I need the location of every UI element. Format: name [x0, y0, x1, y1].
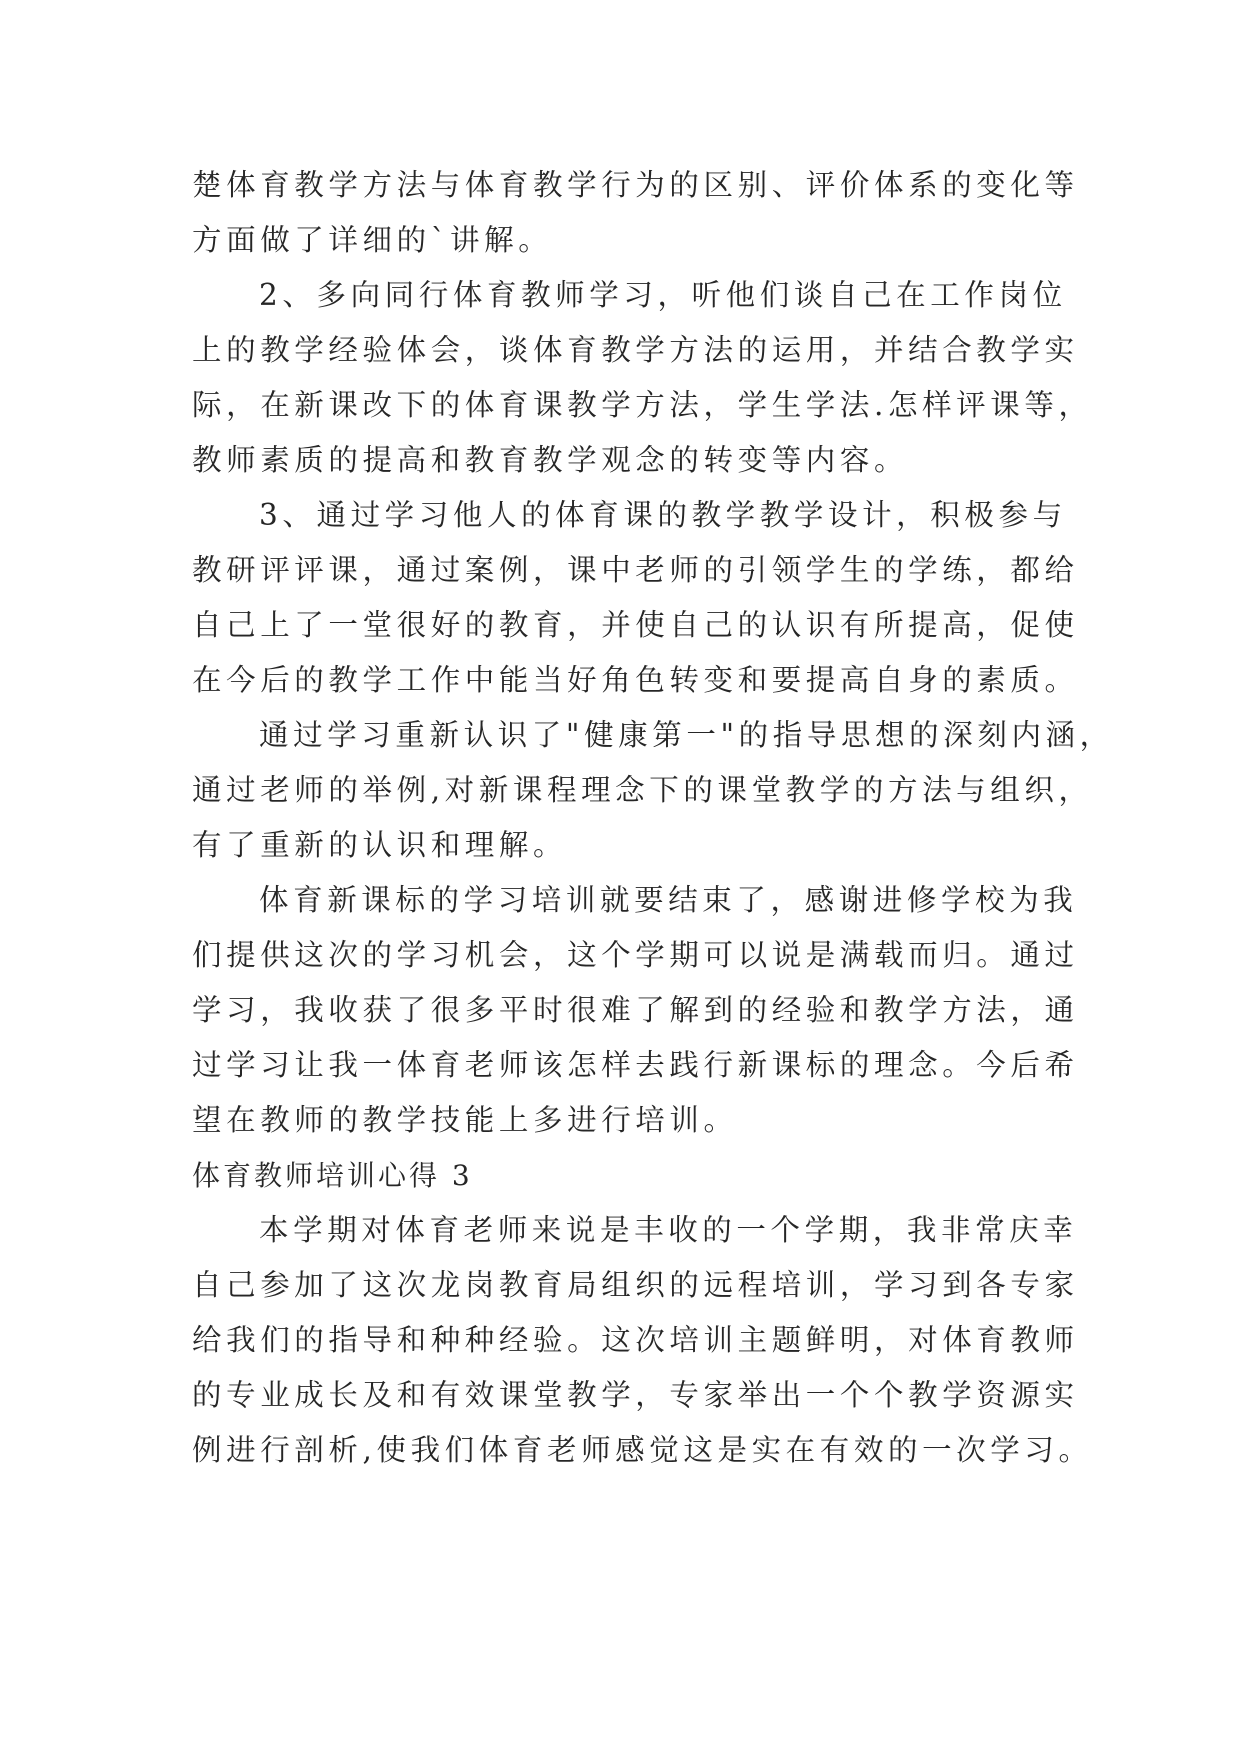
text-line: 自己参加了这次龙岗教育局组织的远程培训，学习到各专家	[192, 1268, 1079, 1302]
text-line: 自己上了一堂很好的教育，并使自己的认识有所提高，促使	[192, 608, 1079, 642]
text-line: 在今后的教学工作中能当好角色转变和要提高自身的素质。	[192, 663, 1079, 697]
text-line: 楚体育教学方法与体育教学行为的区别、评价体系的变化等	[192, 168, 1079, 202]
text-line: 本学期对体育老师来说是丰收的一个学期，我非常庆幸	[259, 1213, 1078, 1247]
text-line: 们提供这次的学习机会，这个学期可以说是满载而归。通过	[192, 938, 1079, 972]
document-body	[192, 158, 1114, 1478]
text-line: 3、通过学习他人的体育课的教学教学设计，积极参与	[259, 498, 1067, 532]
text-line: 学习，我收获了很多平时很难了解到的经验和教学方法，通	[192, 993, 1079, 1027]
text-line: 体育新课标的学习培训就要结束了，感谢进修学校为我	[259, 883, 1078, 917]
text-line: 例进行剖析,使我们体育老师感觉这是实在有效的一次学习。	[192, 1433, 1093, 1467]
text-line: 的专业成长及和有效课堂教学，专家举出一个个教学资源实	[192, 1378, 1079, 1412]
text-line: 有了重新的认识和理解。	[192, 828, 568, 862]
text-line: 望在教师的教学技能上多进行培训。	[192, 1103, 738, 1137]
text-line: 际，在新课改下的体育课教学方法，学生学法.怎样评课等，	[192, 388, 1093, 422]
text-line: 过学习让我一体育老师该怎样去践行新课标的理念。今后希	[192, 1048, 1079, 1082]
text-line: 方面做了详细的`讲解。	[192, 223, 553, 257]
text-line: 上的教学经验体会，谈体育教学方法的运用，并结合教学实	[192, 333, 1079, 367]
text-line: 给我们的指导和种种经验。这次培训主题鲜明，对体育教师	[192, 1323, 1079, 1357]
text-line: 通过学习重新认识了"健康第一"的指导思想的深刻内涵，	[259, 718, 1114, 752]
text-line: 2、多向同行体育教师学习，听他们谈自己在工作岗位	[259, 278, 1067, 312]
text-line: 通过老师的举例,对新课程理念下的课堂教学的方法与组织，	[192, 773, 1093, 807]
text-line: 教研评评课，通过案例，课中老师的引领学生的学练，都给	[192, 553, 1079, 587]
text-line: 教师素质的提高和教育教学观念的转变等内容。	[192, 443, 909, 477]
section-heading: 体育教师培训心得 3	[192, 1159, 473, 1192]
